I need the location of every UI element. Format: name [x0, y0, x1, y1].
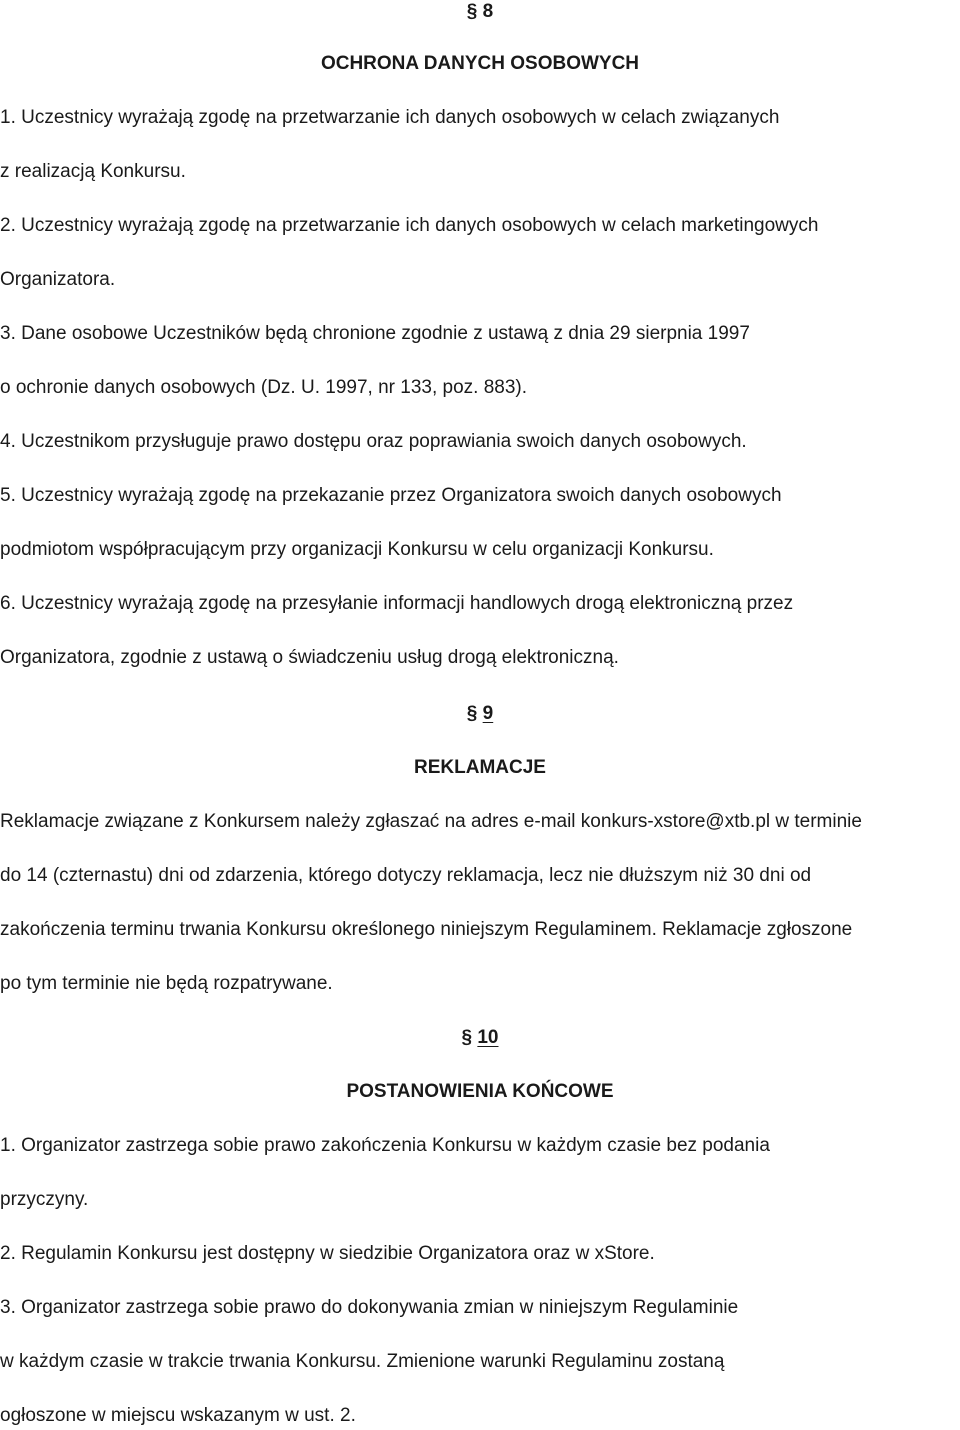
section-9-heading: [0, 702, 960, 726]
section-9-line: Reklamacje związane z Konkursem należy zgłaszać na adres e-mail konkurs-xstore@xtb.pl w terminie: [0, 811, 862, 832]
section-8-line: 5. Uczestnicy wyrażają zgodę na przekazanie przez Organizatora swoich danych osobowych: [0, 485, 782, 506]
section-8-line: podmiotom współpracującym przy organizacji Konkursu w celu organizacji Konkursu.: [0, 539, 714, 560]
section-8-title: OCHRONA DANYCH OSOBOWYCH: [320, 53, 640, 74]
section-9-line: po tym terminie nie będą rozpatrywane.: [0, 973, 333, 994]
section-number: 9: [482, 703, 494, 724]
section-8-line: 4. Uczestnikom przysługuje prawo dostępu oraz poprawiania swoich danych osobowych.: [0, 431, 747, 452]
section-8-line: 1. Uczestnicy wyrażają zgodę na przetwarzanie ich danych osobowych w celach związanych: [0, 107, 780, 128]
section-9-title: REKLAMACJE: [414, 757, 546, 778]
section-symbol: §: [461, 1027, 473, 1048]
section-symbol: §: [466, 703, 478, 724]
section-10-title: POSTANOWIENIA KOŃCOWE: [346, 1081, 614, 1102]
section-8-line: 6. Uczestnicy wyrażają zgodę na przesyłanie informacji handlowych drogą elektroniczną przez: [0, 593, 794, 614]
section-8-line: z realizacją Konkursu.: [0, 161, 186, 182]
section-10-line: ogłoszone w miejscu wskazanym w ust. 2.: [0, 1405, 356, 1426]
section-10-line: przyczyny.: [0, 1189, 89, 1210]
section-8-line: o ochronie danych osobowych (Dz. U. 1997, nr 133, poz. 883).: [0, 377, 528, 398]
section-8-line: Organizatora.: [0, 269, 116, 290]
section-9-line: zakończenia terminu trwania Konkursu określonego niniejszym Regulaminem. Reklamacje zgłoszone: [0, 919, 853, 940]
section-8-line: 3. Dane osobowe Uczestników będą chronione zgodnie z ustawą z dnia 29 sierpnia 1997: [0, 323, 750, 344]
section-10-line: w każdym czasie w trakcie trwania Konkursu. Zmienione warunki Regulaminu zostaną: [0, 1351, 725, 1372]
section-9-line: do 14 (czternastu) dni od zdarzenia, którego dotyczy reklamacja, lecz nie dłuższym niż 30 dni od: [0, 865, 812, 886]
section-10-line: 3. Organizator zastrzega sobie prawo do dokonywania zmian w niniejszym Regulaminie: [0, 1297, 739, 1318]
section-8-symbol: § 8: [466, 1, 494, 22]
section-8-line: Organizatora, zgodnie z ustawą o świadczeniu usług drogą elektroniczną.: [0, 647, 619, 668]
section-number: 10: [477, 1027, 499, 1048]
section-10-heading: [0, 1026, 960, 1050]
section-8-line: 2. Uczestnicy wyrażają zgodę na przetwarzanie ich danych osobowych w celach marketingowych: [0, 215, 819, 236]
section-10-line: 1. Organizator zastrzega sobie prawo zakończenia Konkursu w każdym czasie bez podania: [0, 1135, 770, 1156]
section-10-line: 2. Regulamin Konkursu jest dostępny w siedzibie Organizatora oraz w xStore.: [0, 1243, 655, 1264]
